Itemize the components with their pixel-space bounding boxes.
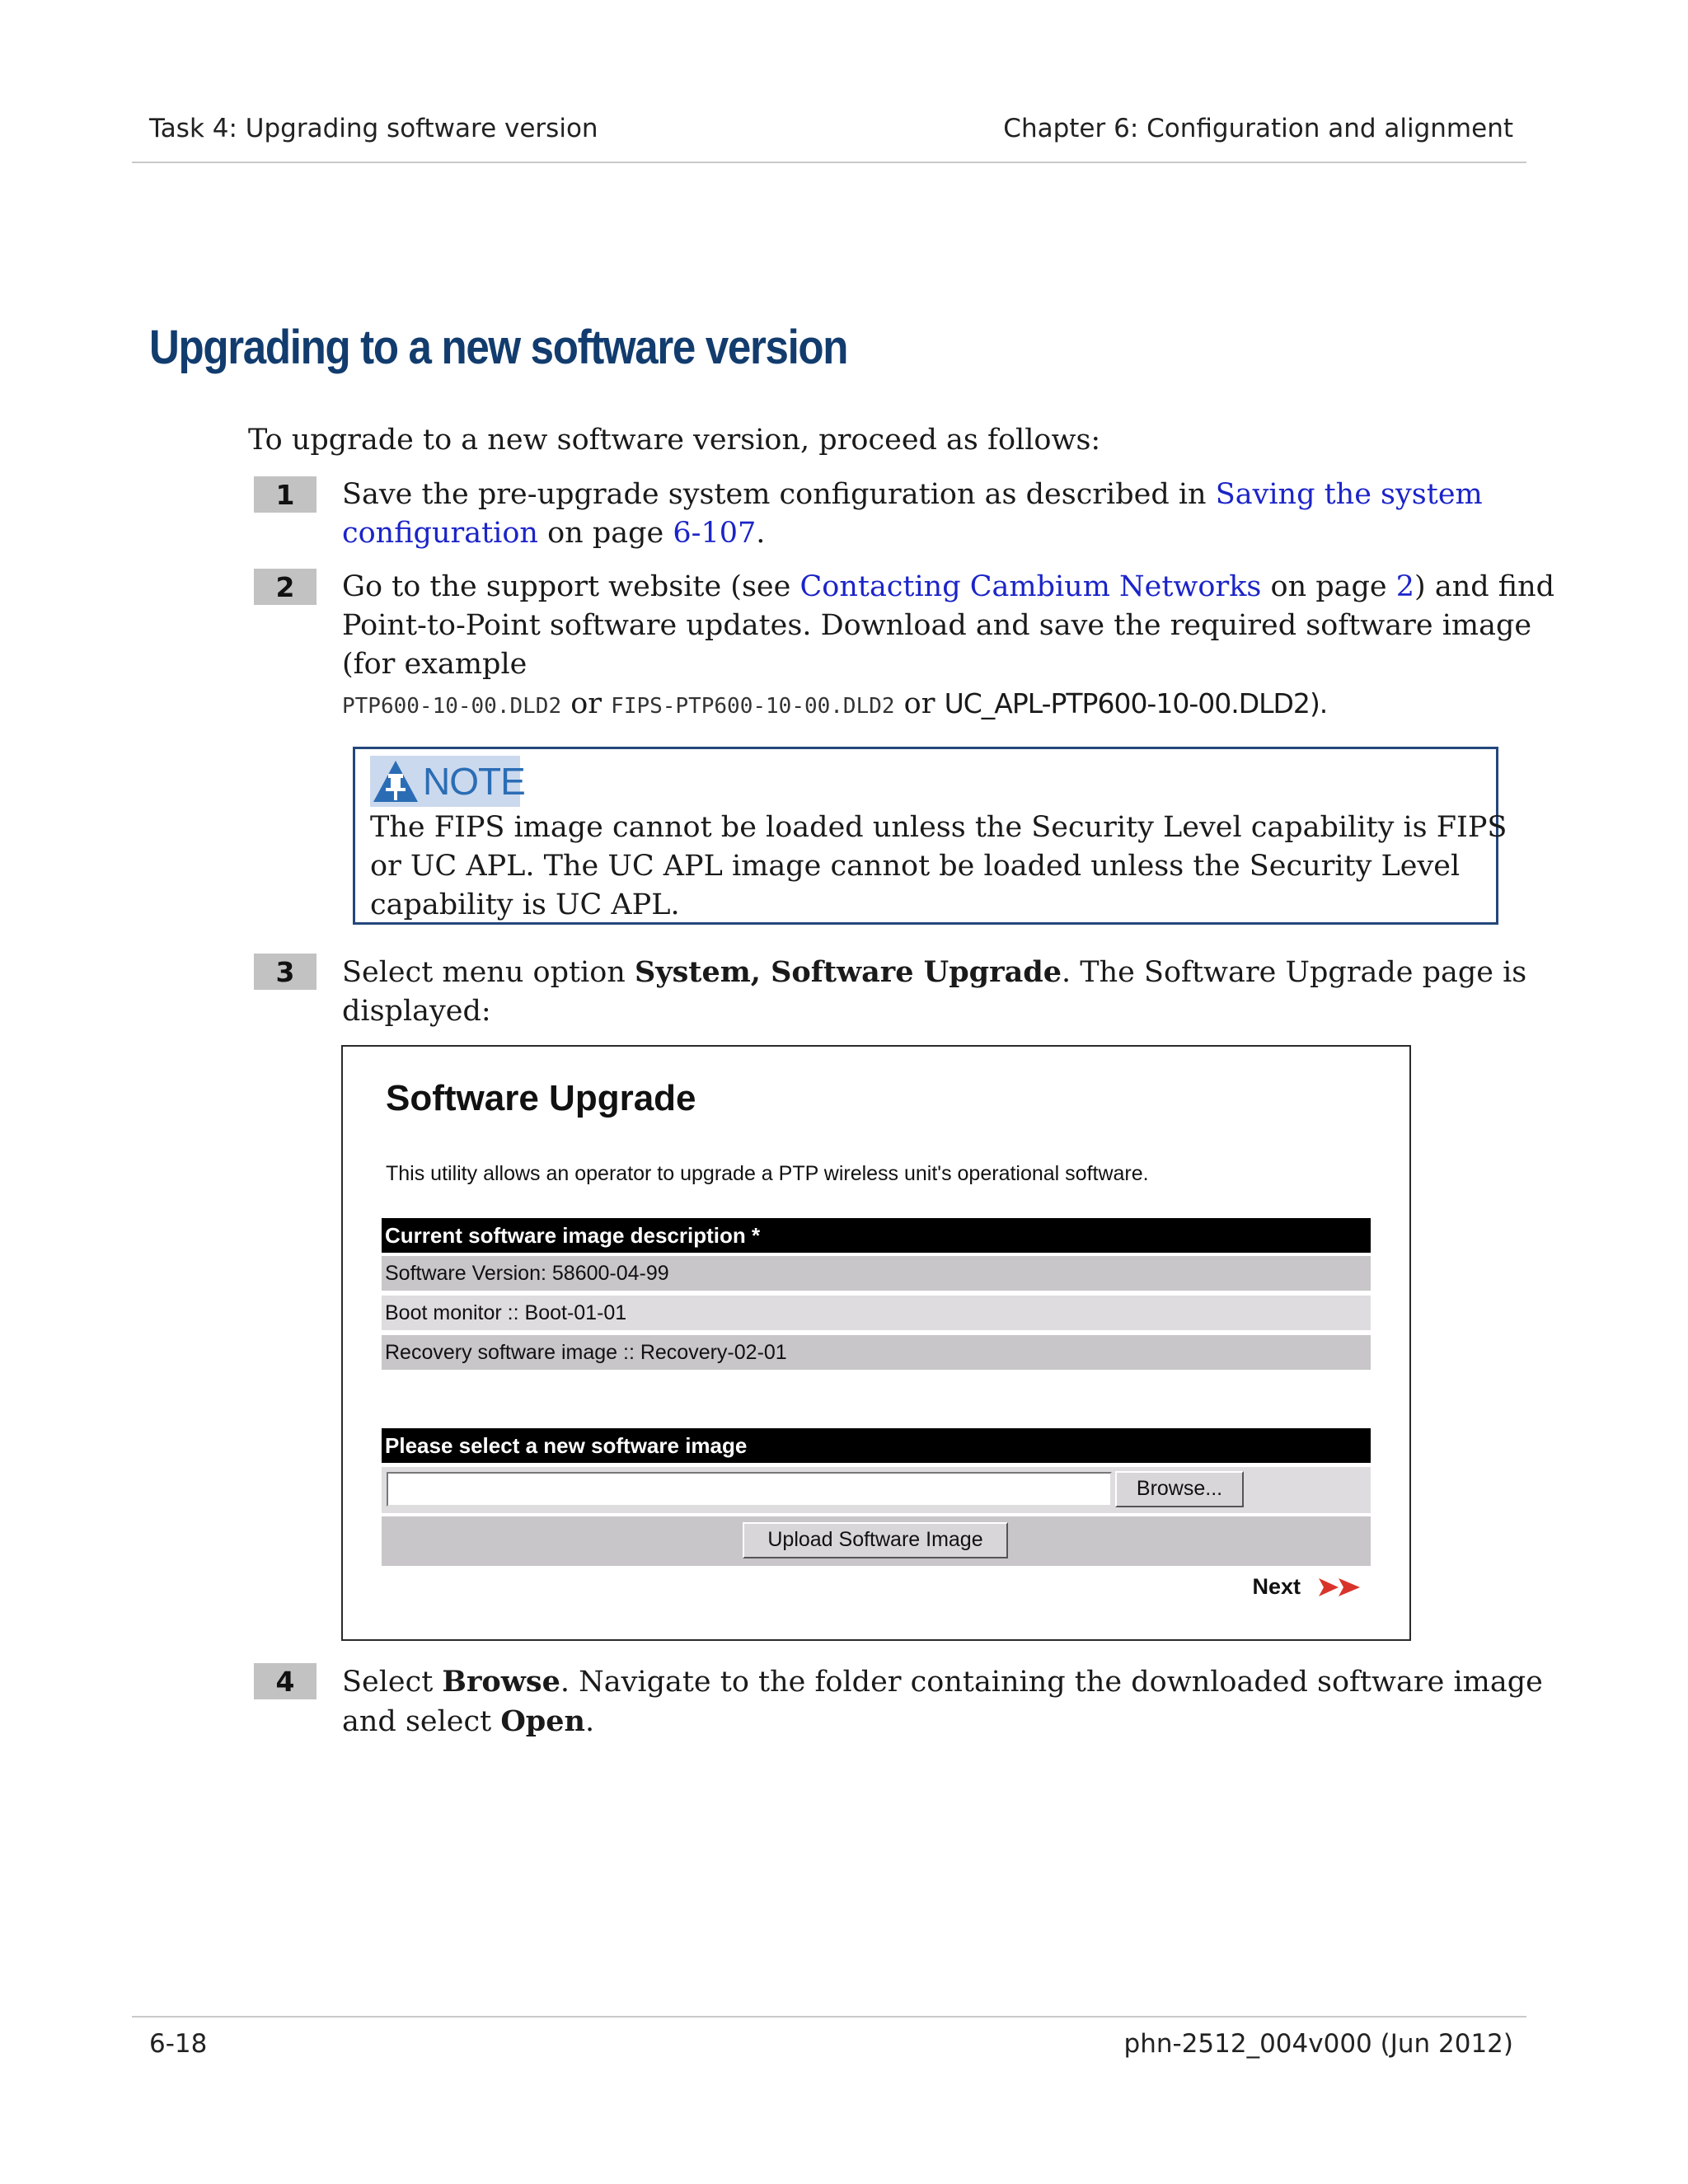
note-box <box>353 747 1507 925</box>
step-2-line-3: (for example <box>342 648 528 681</box>
menu-option-system-software-upgrade: System, Software Upgrade <box>634 955 1062 989</box>
link-contacting-cambium-networks[interactable]: Contacting Cambium Networks <box>799 570 1262 603</box>
step-2-end: ). <box>1309 687 1328 719</box>
boot-monitor-row: Boot monitor :: Boot-01-01 <box>382 1296 1371 1330</box>
software-version-row: Software Version: 58600-04-99 <box>382 1256 1371 1291</box>
step-1-text-c: . <box>756 517 766 550</box>
step-number-2: 2 <box>254 569 316 605</box>
step-number-4: 4 <box>254 1663 316 1699</box>
step-3-text-a: Select menu option <box>342 956 635 989</box>
note-text <box>370 808 1507 925</box>
link-page-6-107[interactable]: 6-107 <box>673 517 757 550</box>
next-link[interactable] <box>1252 1574 1363 1600</box>
filename-uc-apl: UC_APL-PTP600-10-00.DLD2 <box>944 687 1310 719</box>
step-1-text-a: Save the pre-upgrade system configuration as described in <box>342 478 1216 511</box>
step-2-text-b: on page <box>1261 570 1396 603</box>
link-saving-the-system[interactable]: Saving the system <box>1215 478 1483 511</box>
recovery-image-row: Recovery software image :: Recovery-02-01 <box>382 1335 1371 1370</box>
warning-pin-icon <box>372 759 420 804</box>
link-page-2[interactable]: 2 <box>1395 570 1415 603</box>
browse-bold: Browse <box>442 1665 560 1699</box>
header-rule <box>132 162 1526 163</box>
step-2-text <box>342 568 1555 726</box>
step-4-text-a: Select <box>342 1666 443 1699</box>
footer-rule <box>132 2016 1526 2018</box>
double-arrow-right-icon <box>1317 1577 1363 1598</box>
running-header-right: Chapter 6: Configuration and alignment <box>1003 114 1513 143</box>
step-2-text-a: Go to the support website (see <box>342 570 800 603</box>
current-image-header: Current software image description * <box>382 1218 1371 1253</box>
step-4-text-b: . Navigate to the folder containing the downloaded software image <box>560 1666 1543 1699</box>
step-3-text-b: . The Software Upgrade page is <box>1062 956 1527 989</box>
step-2-text-c: ) and find <box>1414 570 1555 603</box>
page-title: Upgrading to a new software version <box>149 321 848 374</box>
software-upgrade-description: This utility allows an operator to upgrade a PTP wireless unit's operational software. <box>386 1162 1149 1185</box>
step-number-3: 3 <box>254 954 316 990</box>
step-4-text-d: . <box>585 1705 595 1738</box>
browse-button[interactable]: Browse... <box>1115 1471 1244 1507</box>
software-upgrade-title: Software Upgrade <box>386 1078 696 1118</box>
link-configuration[interactable]: configuration <box>342 517 538 550</box>
page-number: 6-18 <box>149 2029 208 2059</box>
running-header-left: Task 4: Upgrading software version <box>149 114 598 143</box>
filename-fips: FIPS-PTP600-10-00.DLD2 <box>611 694 895 719</box>
intro-text: To upgrade to a new software version, proceed as follows: <box>248 424 1101 457</box>
select-image-header: Please select a new software image <box>382 1428 1371 1463</box>
step-3-line-2: displayed: <box>342 995 491 1028</box>
or-text-2: or <box>894 687 945 720</box>
step-1-text-b: on page <box>537 517 673 550</box>
step-1-text <box>342 476 1529 553</box>
step-2-line-2: Point-to-Point software updates. Download and save the required software image <box>342 609 1532 642</box>
filename-standard: PTP600-10-00.DLD2 <box>342 694 562 719</box>
step-number-1: 1 <box>254 476 316 513</box>
step-4-text <box>342 1662 1543 1741</box>
file-select-row <box>382 1467 1371 1513</box>
step-3-text <box>342 953 1529 1031</box>
note-line-2: or UC APL. The UC APL image cannot be loaded unless the Security Level <box>370 850 1461 883</box>
open-bold: Open <box>500 1704 585 1738</box>
file-path-input[interactable] <box>387 1472 1112 1507</box>
step-4-text-c: and select <box>342 1705 501 1738</box>
note-line-1: The FIPS image cannot be loaded unless the Security Level capability is FIPS <box>370 811 1507 844</box>
upload-software-image-button[interactable]: Upload Software Image <box>743 1522 1008 1558</box>
note-label: NOTE <box>423 760 525 803</box>
upload-row <box>382 1516 1371 1566</box>
note-line-3: capability is UC APL. <box>370 888 680 921</box>
document-id: phn-2512_004v000 (Jun 2012) <box>1123 2029 1513 2059</box>
next-label: Next <box>1252 1574 1301 1599</box>
note-badge <box>370 756 525 807</box>
software-upgrade-screenshot <box>341 1045 1411 1641</box>
or-text-1: or <box>561 687 612 720</box>
